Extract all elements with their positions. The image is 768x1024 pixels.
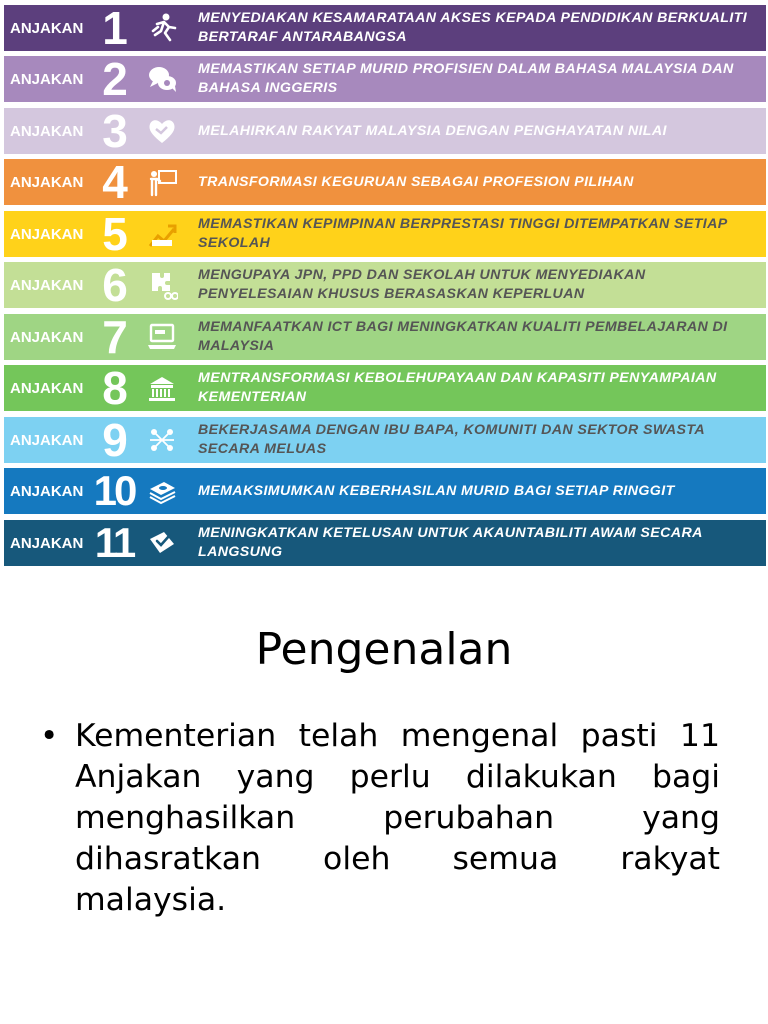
ministry-building-icon <box>138 368 186 408</box>
anjakan-description: MENGUPAYA JPN, PPD DAN SEKOLAH UNTUK MENYEDIAKAN PENYELESAIAN KHUSUS BERASASKAN KEPERLUAN <box>198 267 646 302</box>
anjakan-description: TRANSFORMASI KEGURUAN SEBAGAI PROFESION PILIHAN <box>198 173 634 190</box>
anjakan-label: ANJAKAN <box>10 276 84 294</box>
anjakan-number: 1 <box>102 2 126 54</box>
anjakan-label: ANJAKAN <box>10 122 84 140</box>
anjakan-row-3 <box>4 105 766 157</box>
anjakan-description: MEMANFAATKAN ICT BAGI MENINGKATKAN KUALITI PEMBELAJARAN DI MALAYSIA <box>198 319 728 354</box>
anjakan-number: 11 <box>94 519 134 566</box>
bullet-list <box>40 716 720 921</box>
anjakan-number: 9 <box>102 414 126 466</box>
anjakan-row-1 <box>4 2 766 54</box>
checklist-icon <box>138 523 186 563</box>
anjakan-number: 8 <box>102 362 126 414</box>
teacher-board-icon <box>138 162 186 202</box>
anjakan-row-7 <box>4 311 766 363</box>
anjakan-number: 5 <box>102 208 126 260</box>
anjakan-label: ANJAKAN <box>10 70 84 88</box>
anjakan-row-4 <box>4 156 766 208</box>
anjakan-description: MENINGKATKAN KETELUSAN UNTUK AKAUNTABILITI AWAM SECARA LANGSUNG <box>198 525 703 560</box>
anjakan-label: ANJAKAN <box>10 534 84 552</box>
anjakan-number: 7 <box>102 311 126 363</box>
puzzle-scissors-icon <box>138 265 186 305</box>
anjakan-label: ANJAKAN <box>10 328 84 346</box>
anjakan-description: MENTRANSFORMASI KEBOLEHUPAYAAN DAN KAPASITI PENYAMPAIAN KEMENTERIAN <box>198 370 717 405</box>
anjakan-label: ANJAKAN <box>10 173 84 191</box>
anjakan-description: MENYEDIAKAN KESAMARATAAN AKSES KEPADA PENDIDIKAN BERKUALITI BERTARAF ANTARABANGSA <box>198 10 748 45</box>
anjakan-label: ANJAKAN <box>10 379 84 397</box>
anjakan-number: 4 <box>102 156 126 208</box>
anjakan-number: 2 <box>102 53 126 105</box>
anjakan-label: ANJAKAN <box>10 19 84 37</box>
anjakan-description: MEMASTIKAN SETIAP MURID PROFISIEN DALAM BAHASA MALAYSIA DAN BAHASA INGGERIS <box>198 61 734 96</box>
bullet-marker: • <box>40 718 59 754</box>
anjakan-description: MEMAKSIMUMKAN KEBERHASILAN MURID BAGI SETIAP RINGGIT <box>198 482 675 499</box>
anjakan-row-8 <box>4 362 766 414</box>
anjakan-description: MEMASTIKAN KEPIMPINAN BERPRESTASI TINGGI DITEMPATKAN SETIAP SEKOLAH <box>198 216 728 251</box>
runner-icon <box>138 8 186 48</box>
anjakan-row-2 <box>4 53 766 105</box>
anjakan-row-5 <box>4 208 766 260</box>
anjakan-row-11 <box>4 520 766 566</box>
people-network-icon <box>138 420 186 460</box>
heart-hands-icon <box>138 111 186 151</box>
anjakan-number: 10 <box>93 467 135 514</box>
anjakan-row-9 <box>4 414 766 466</box>
laptop-icon <box>138 317 186 357</box>
anjakan-number: 3 <box>102 105 126 157</box>
anjakan-label: ANJAKAN <box>10 225 84 243</box>
bullet-item: Kementerian telah mengenal pasti 11 Anjakan yang perlu dilakukan bagi menghasilkan perubahan yang dihasratkan oleh semua rakyat malaysia. <box>75 718 720 918</box>
speech-bubbles-icon <box>138 59 186 99</box>
anjakan-number: 6 <box>102 259 126 311</box>
anjakan-label: ANJAKAN <box>10 482 84 500</box>
leader-climb-icon <box>138 214 186 254</box>
anjakan-label: ANJAKAN <box>10 431 84 449</box>
anjakan-banner <box>4 4 766 570</box>
money-stack-icon <box>138 471 186 511</box>
anjakan-description: BEKERJASAMA DENGAN IBU BAPA, KOMUNITI DAN SEKTOR SWASTA SECARA MELUAS <box>198 422 705 457</box>
anjakan-row-6 <box>4 259 766 311</box>
page-title: Pengenalan <box>255 624 513 675</box>
anjakan-row-10 <box>4 468 766 514</box>
anjakan-description: MELAHIRKAN RAKYAT MALAYSIA DENGAN PENGHAYATAN NILAI <box>198 122 667 139</box>
